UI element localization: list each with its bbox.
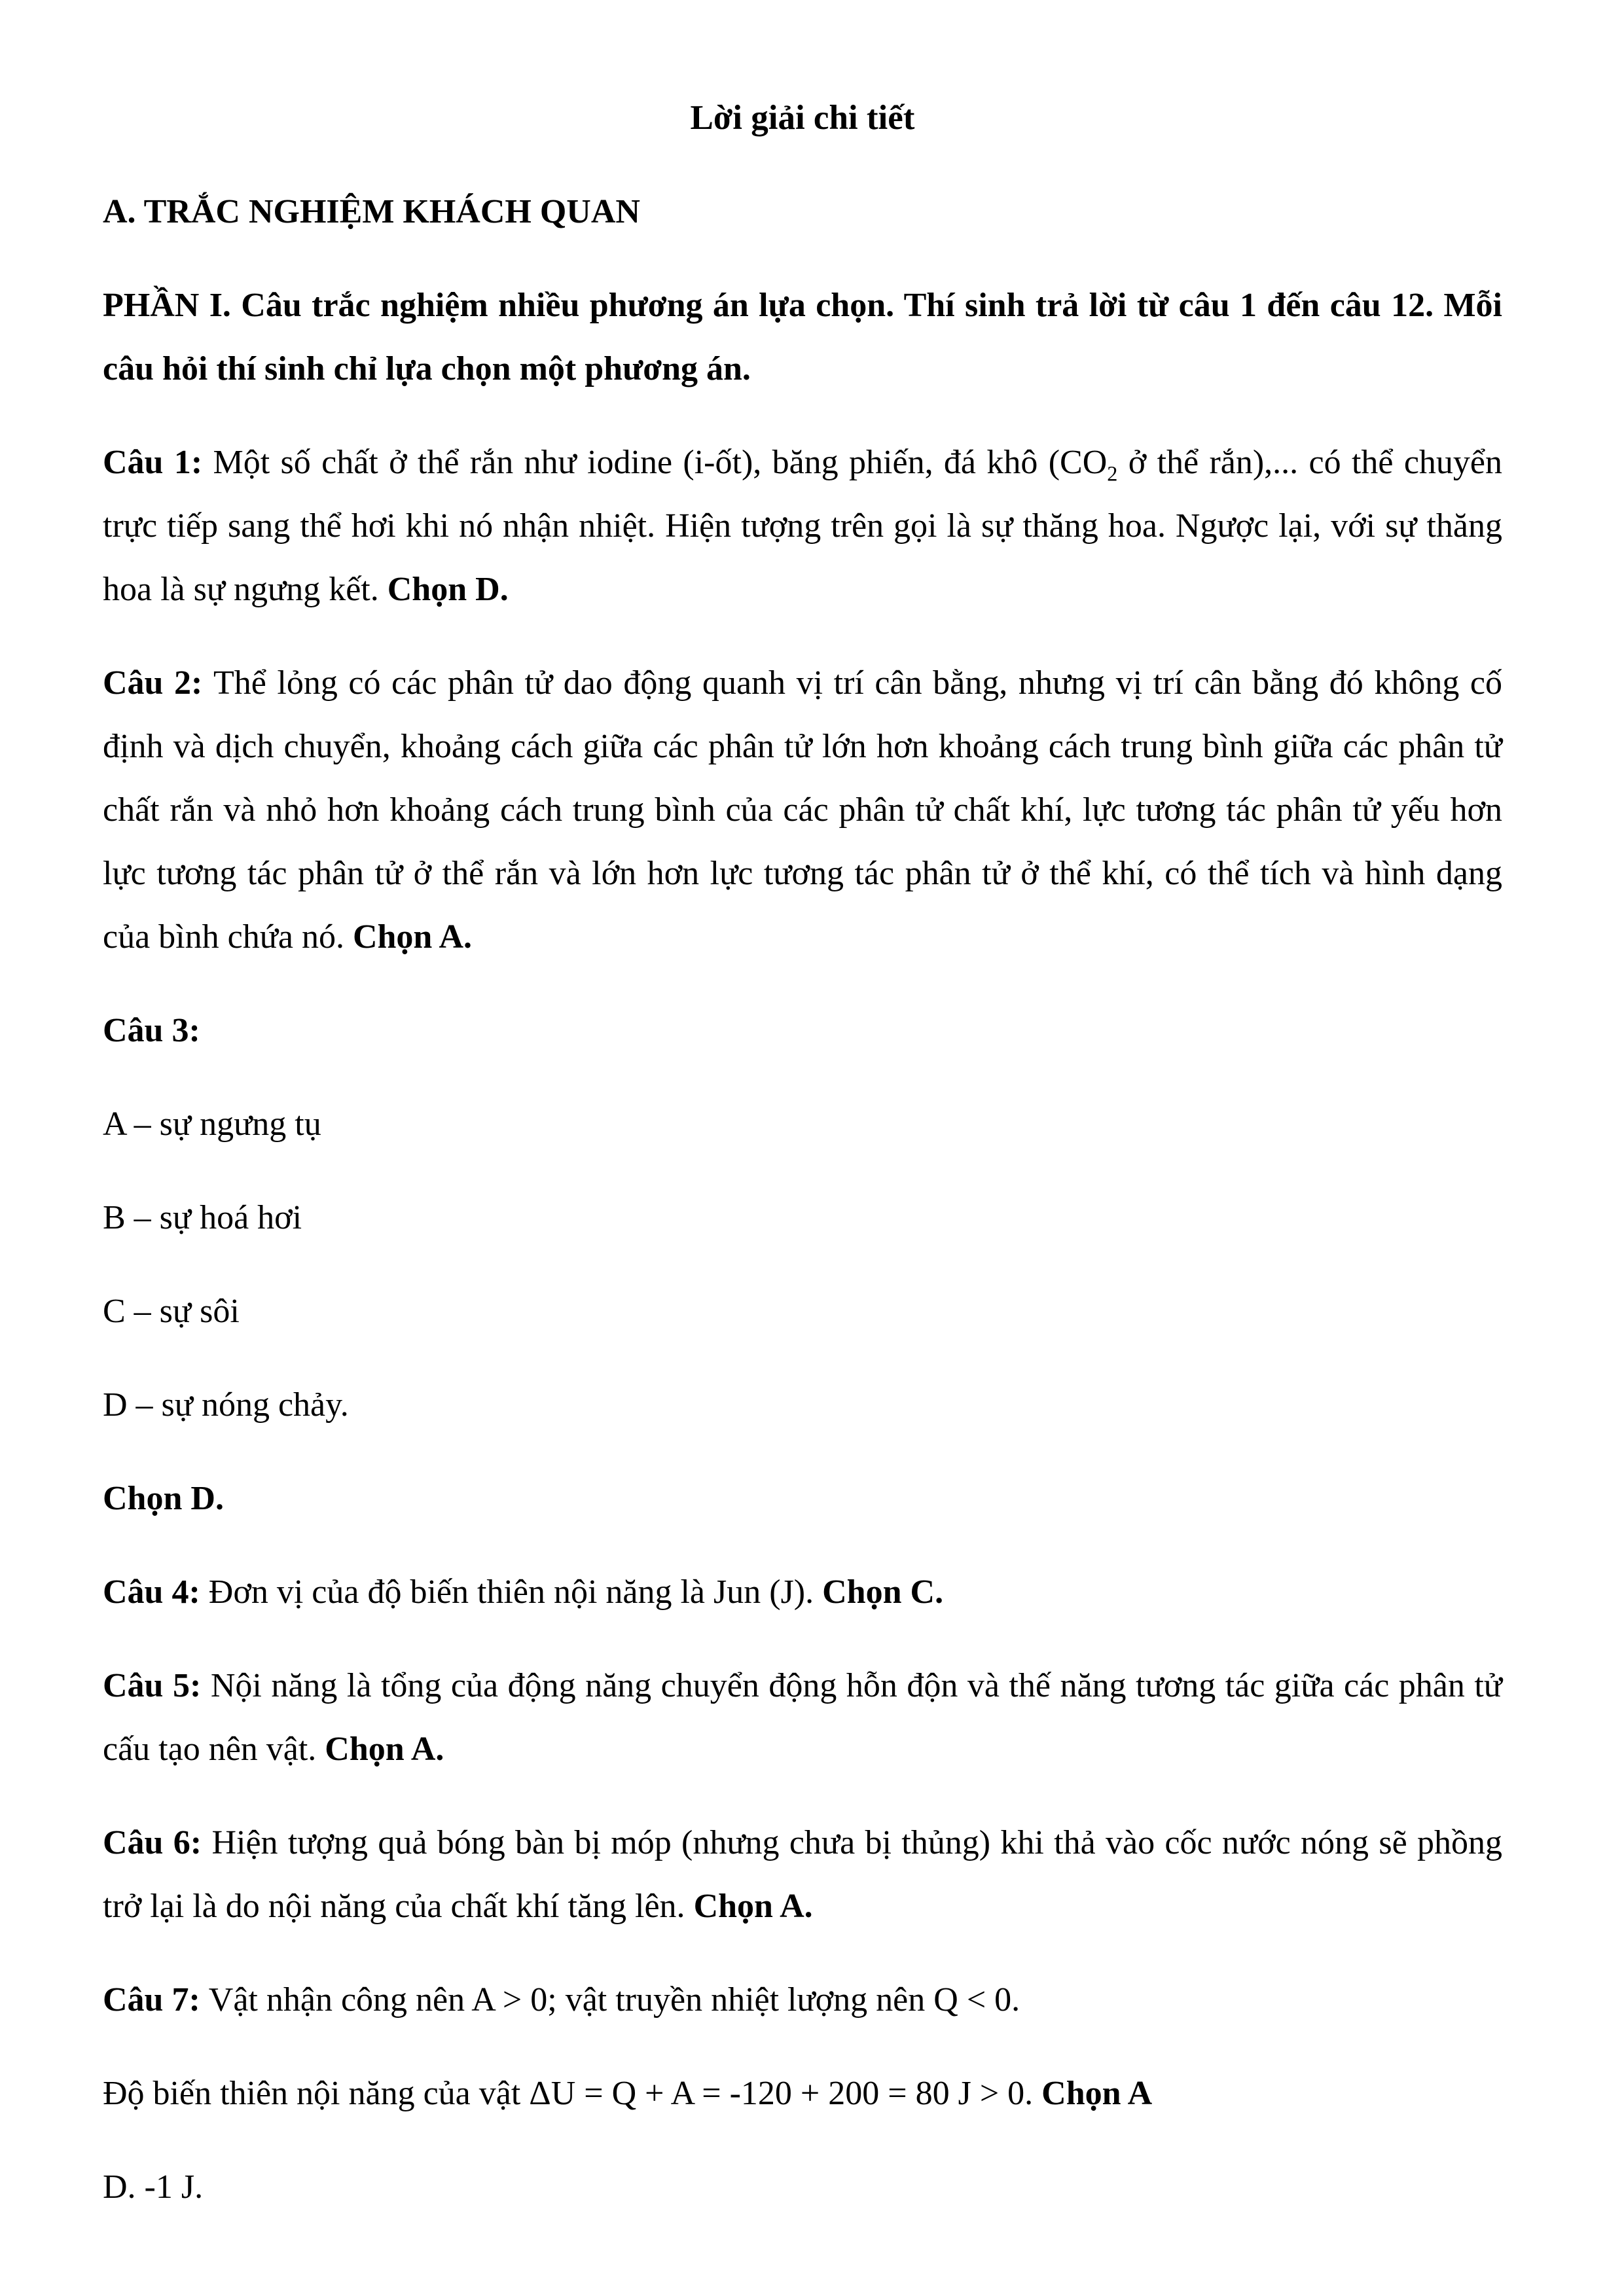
text-run: Độ biến thiên nội năng của vật ΔU = Q + A = -120 + 200 = 80 J > 0. (103, 2075, 1042, 2112)
text-run: Chọn A (1041, 2075, 1153, 2112)
text-run: Vật nhận công nên A > 0; vật truyền nhiệt lượng nên Q < 0. (208, 1981, 1020, 2018)
cau-7-solution (103, 1968, 1502, 2032)
cau-3-answer (103, 1467, 1502, 1530)
text-run: Đơn vị của độ biến thiên nội năng là Jun (J). (208, 1573, 823, 1611)
text-run: Chọn A. (352, 918, 473, 956)
text-run: C – sự sôi (103, 1293, 240, 1330)
text-run: ở thể rắn),... có thể chuyển trực tiếp sang thể hơi khi nó nhận nhiệt. Hiện tượng trên gọi là sự thăng hoa. Ngược lại, với sự thăng hoa là sự ngưng kết. (103, 444, 1502, 608)
text-run: Câu 7: (103, 1981, 209, 2018)
cau-3-option-c (103, 1280, 1502, 1343)
text-run: Nội năng là tổng của động năng chuyển động hỗn độn và thế năng tương tác giữa các phân tử cấu tạo nên vật. (103, 1667, 1502, 1768)
text-run: Thể lỏng có các phân tử dao động quanh vị trí cân bằng, nhưng vị trí cân bằng đó không cố định và dịch chuyển, khoảng cách giữa các phân tử lớn hơn khoảng cách trung bình giữa các phân tử chất rắn và nhỏ hơn khoảng cách trung bình của các phân tử chất khí, lực tương tác phân tử yếu hơn lực tương tác phân tử ở thể rắn và lớn hơn lực tương tác phân tử ở thể khí, có thể tích và hình dạng của bình chứa nó. (103, 664, 1503, 956)
cau-3-option-b (103, 1186, 1502, 1249)
text-run: 2 (1107, 461, 1118, 486)
cau-3-option-d (103, 1373, 1502, 1437)
cau-1-solution (103, 431, 1502, 621)
text-run: D. -1 J. (103, 2168, 204, 2206)
cau-6-solution (103, 1811, 1502, 1938)
cau-3-option-a (103, 1092, 1502, 1156)
text-run: D – sự nóng chảy. (103, 1386, 349, 1424)
text-run: A – sự ngưng tụ (103, 1105, 321, 1143)
text-run: PHẦN I. Câu trắc nghiệm nhiều phương án lựa chọn. Thí sinh trả lời từ câu 1 đến câu 12. Mỗi câu hỏi thí sinh chỉ lựa chọn một phương án. (103, 287, 1502, 387)
text-run: Chọn D. (387, 571, 509, 608)
document-body (103, 180, 1502, 2219)
cau-3-label (103, 999, 1502, 1062)
text-run: Câu 4: (103, 1573, 209, 1611)
text-run: Chọn A. (693, 1888, 813, 1925)
cau-2-solution (103, 651, 1502, 969)
text-run: Một số chất ở thể rắn như iodine (i-ốt), băng phiến, đá khô (CO (213, 444, 1108, 481)
page-title: Lời giải chi tiết (690, 99, 915, 137)
text-run: Câu 3: (103, 1012, 200, 1049)
section-a-heading (103, 180, 1502, 243)
cau-5-solution (103, 1654, 1502, 1781)
text-run: Chọn C. (822, 1573, 944, 1611)
text-run: B – sự hoá hơi (103, 1199, 302, 1236)
text-run: Chọn D. (103, 1480, 224, 1517)
text-run: Câu 1: (103, 444, 213, 481)
cau-7-delta-u-line (103, 2062, 1502, 2125)
text-run: Câu 2: (103, 664, 213, 702)
phan-i-intro (103, 274, 1502, 401)
text-run: Câu 6: (103, 1824, 212, 1861)
cau-4-solution (103, 1560, 1502, 1624)
text-run: Chọn A. (325, 1731, 444, 1768)
option-d-minus-1j (103, 2155, 1502, 2219)
text-run: Câu 5: (103, 1667, 211, 1704)
text-run: Hiện tượng quả bóng bàn bị móp (nhưng chưa bị thủng) khi thả vào cốc nước nóng sẽ phồng trở lại là do nội năng của chất khí tăng lên. (103, 1824, 1502, 1925)
text-run: A. TRẮC NGHIỆM KHÁCH QUAN (103, 193, 640, 230)
